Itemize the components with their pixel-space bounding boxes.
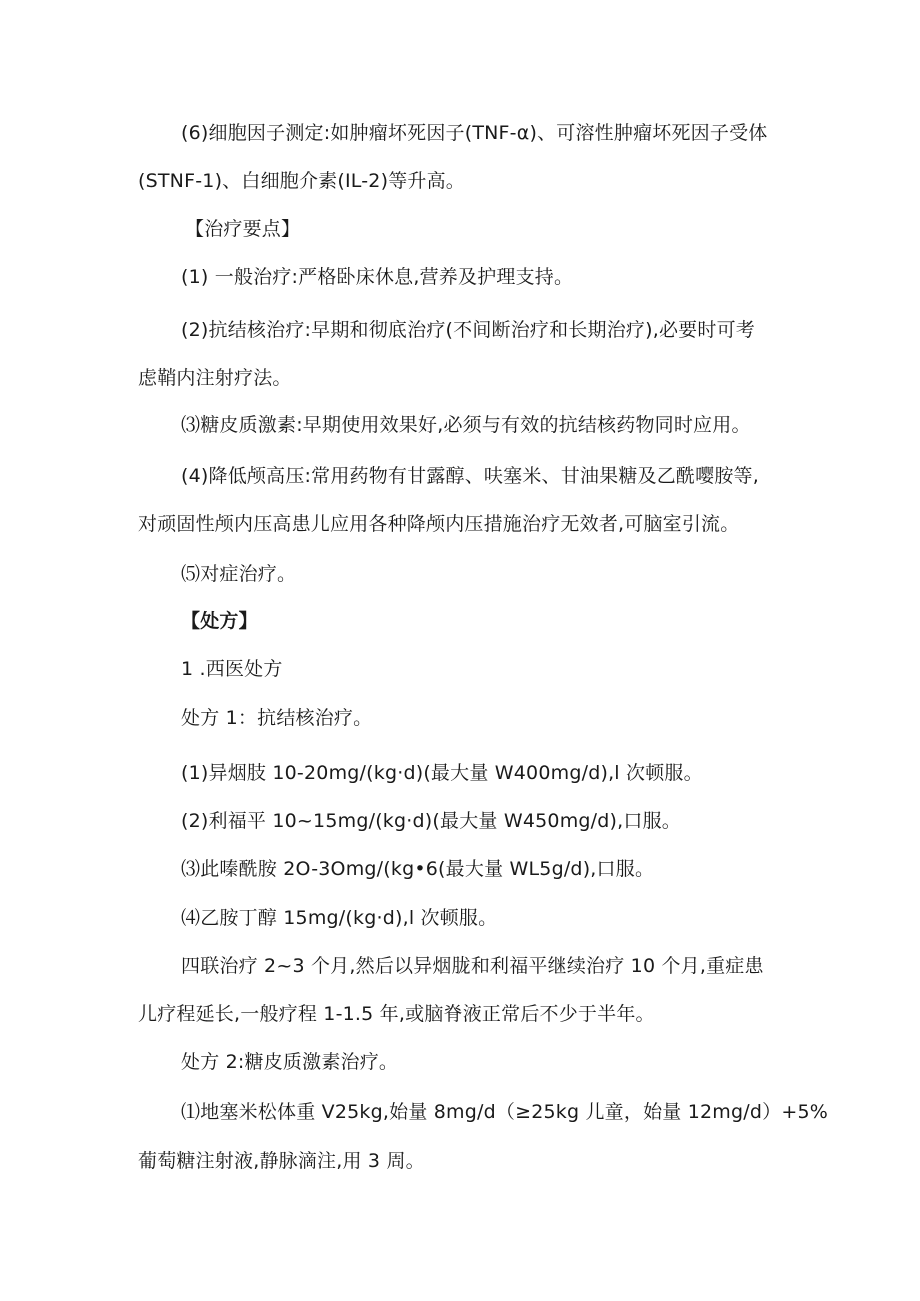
paragraph-quadruple-therapy-cont: 儿疗程延长,一般疗程 1-1.5 年,或脑脊液正常后不少于半年。 xyxy=(138,1003,655,1025)
paragraph-symptomatic: ⑸对症治疗。 xyxy=(181,563,297,585)
drug-ethambutol: ⑷乙胺丁醇 15mg∕(kg·d),l 次顿服。 xyxy=(181,907,498,929)
paragraph-cytokine-test-cont: (STNF-1)、白细胞介素(IL-2)等升高。 xyxy=(138,170,466,192)
subheading-western-prescription: 1 .西医处方 xyxy=(181,658,283,680)
prescription-1-title: 处方 1：抗结核治疗。 xyxy=(181,707,373,729)
drug-rifampicin: (2)利福平 10~15mg∕(kg·d)(最大量 W450mg∕d),口服。 xyxy=(181,810,681,832)
prescription-2-title: 处方 2:糖皮质激素治疗。 xyxy=(181,1051,399,1073)
paragraph-anti-tb-treatment: (2)抗结核治疗:早期和彻底治疗(不间断治疗和长期治疗),必要时可考 xyxy=(181,319,755,341)
drug-dexamethasone-cont: 葡萄糖注射液,静脉滴注,用 3 周。 xyxy=(138,1150,425,1172)
paragraph-general-treatment: (1) 一般治疗:严格卧床休息,营养及护理支持。 xyxy=(181,266,574,288)
paragraph-cytokine-test: (6)细胞因子测定:如肿瘤坏死因子(TNF-α)、可溶性肿瘤坏死因子受体 xyxy=(181,122,768,144)
section-heading-prescription: 【处方】 xyxy=(181,610,258,632)
paragraph-glucocorticoid: ⑶糖皮质激素:早期使用效果好,必须与有效的抗结核药物同时应用。 xyxy=(181,414,751,436)
drug-isoniazid: (1)异烟肢 10-20mg∕(kg·d)(最大量 W400mg∕d),l 次顿服。 xyxy=(181,762,703,784)
section-heading-treatment-points: 【治疗要点】 xyxy=(185,218,301,240)
paragraph-quadruple-therapy: 四联治疗 2~3 个月,然后以异烟胧和利福平继续治疗 10 个月,重症患 xyxy=(181,955,764,977)
drug-pyrazinamide: ⑶此嗪酰胺 2O-3Omg∕(kg•6(最大量 WL5g∕d),口服。 xyxy=(181,858,655,880)
paragraph-anti-tb-treatment-cont: 虑鞘内注射疗法。 xyxy=(138,367,292,389)
drug-dexamethasone: ⑴地塞米松体重 V25kg,始量 8mg∕d（≥25kg 儿童，始量 12mg∕d）+5% xyxy=(181,1101,828,1123)
paragraph-lower-icp-cont: 对顽固性颅内压高患儿应用各种降颅内压措施治疗无效者,可脑室引流。 xyxy=(138,513,740,535)
paragraph-lower-icp: (4)降低颅高压:常用药物有甘露醇、呋塞米、甘油果糖及乙酰嘤胺等, xyxy=(181,465,759,487)
